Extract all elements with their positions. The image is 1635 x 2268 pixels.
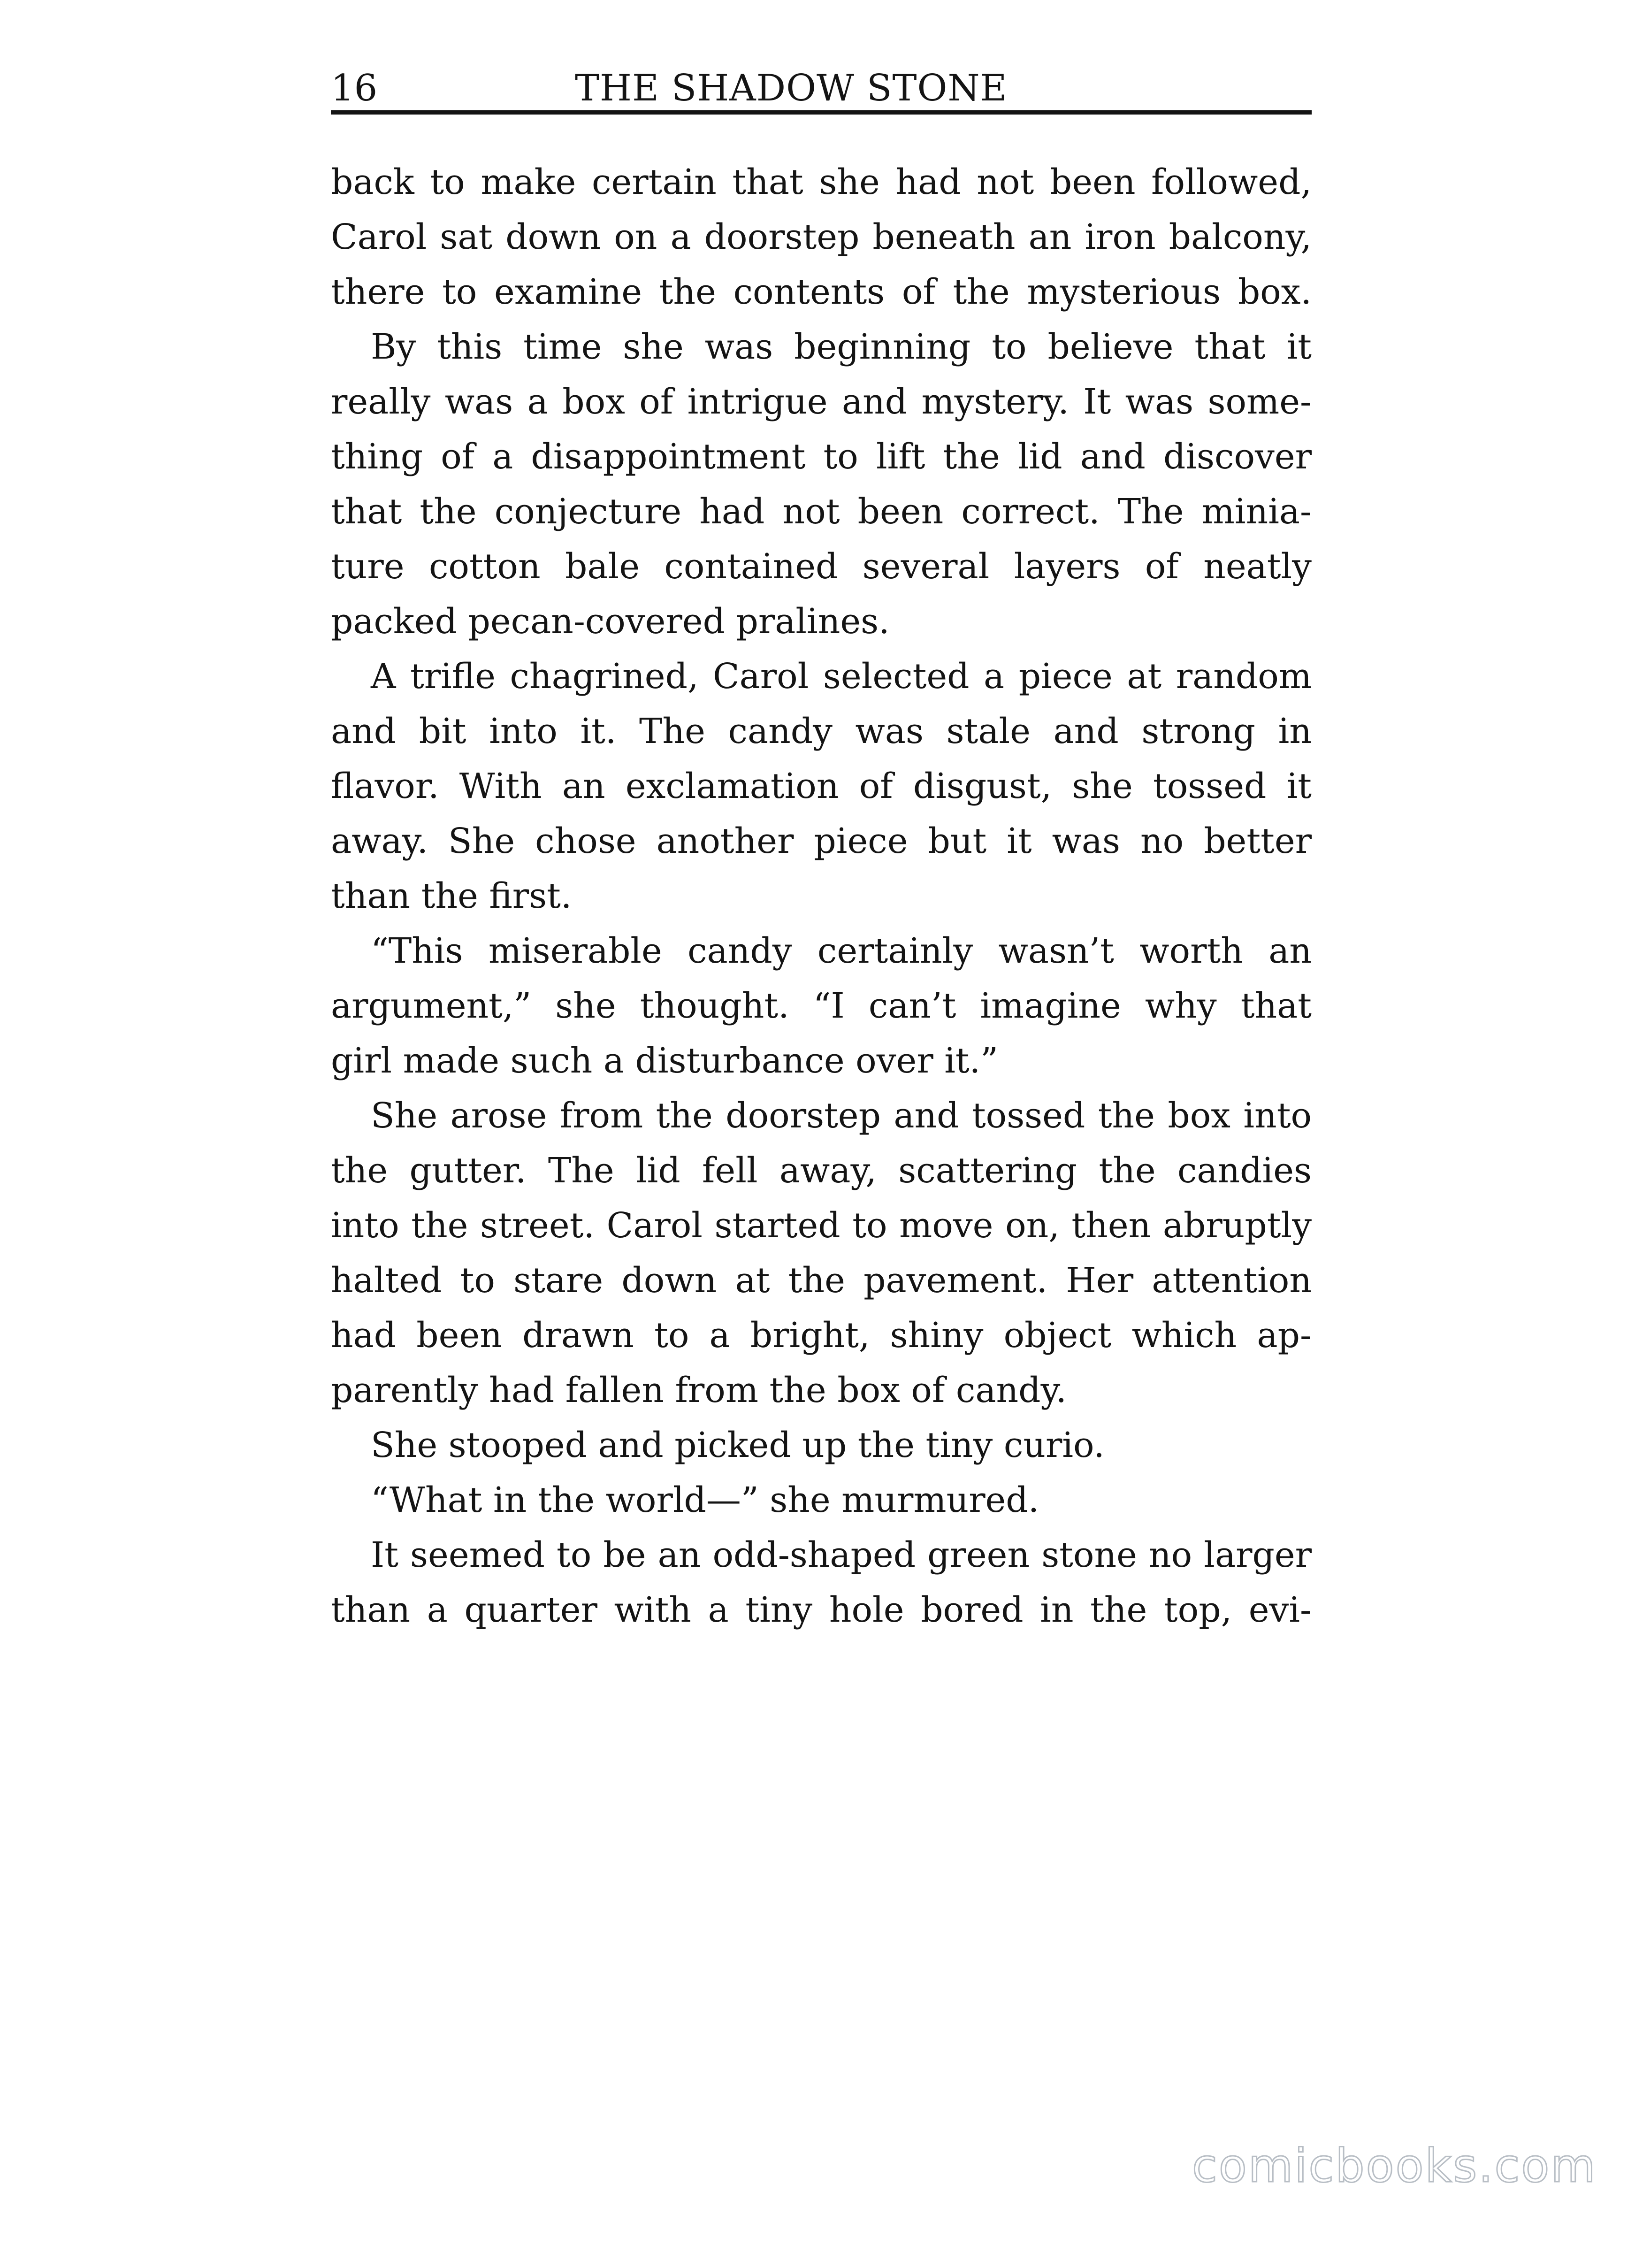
text-line: that the conjecture had not been correct. The minia- [331, 491, 1312, 532]
text-line: girl made such a disturbance over it.” [331, 1041, 998, 1081]
text-line: Carol sat down on a doorstep beneath an iron balcony, [331, 217, 1312, 257]
text-line: back to make certain that she had not been followed, [331, 162, 1312, 202]
text-line: argument,” she thought. “I can’t imagine why that [331, 986, 1312, 1026]
text-line: parently had fallen from the box of candy. [331, 1370, 1067, 1410]
book-title: THE SHADOW STONE [575, 67, 1008, 109]
text-line: the gutter. The lid fell away, scattering the candies [331, 1150, 1312, 1191]
text-line: than the first. [331, 876, 572, 916]
text-line: She arose from the doorstep and tossed the box into [371, 1096, 1312, 1136]
running-head [331, 56, 1312, 117]
text-line: ture cotton bale contained several layers of neatly [331, 546, 1312, 587]
text-line: She stooped and picked up the tiny curio. [371, 1425, 1105, 1465]
text-line: away. She chose another piece but it was no better [331, 821, 1312, 861]
text-line: “What in the world—” she murmured. [371, 1480, 1039, 1520]
text-line: It seemed to be an odd-shaped green stone no larger [371, 1535, 1312, 1575]
text-line: A trifle chagrined, Carol selected a piece at random [371, 656, 1312, 697]
page-number: 16 [331, 67, 378, 109]
body-text [331, 155, 1312, 1638]
text-line: there to examine the contents of the mysterious box. [331, 272, 1312, 312]
text-line: had been drawn to a bright, shiny object which ap- [331, 1315, 1312, 1356]
header-rule [331, 110, 1312, 115]
text-line: flavor. With an exclamation of disgust, she tossed it [331, 766, 1312, 806]
text-line: thing of a disappointment to lift the lid and discover [331, 437, 1312, 477]
text-line: halted to stare down at the pavement. Her attention [331, 1260, 1312, 1301]
text-line: really was a box of intrigue and mystery. It was some- [331, 382, 1312, 422]
text-line: into the street. Carol started to move on, then abruptly [331, 1205, 1312, 1246]
text-line: By this time she was beginning to believe that it [371, 327, 1312, 367]
text-line: and bit into it. The candy was stale and strong in [331, 711, 1312, 751]
site-watermark: comicbooks.com [1192, 2139, 1597, 2193]
text-line: packed pecan-covered pralines. [331, 601, 890, 642]
text-line: “This miserable candy certainly wasn’t worth an [371, 931, 1312, 971]
text-line: than a quarter with a tiny hole bored in the top, evi- [331, 1590, 1312, 1630]
